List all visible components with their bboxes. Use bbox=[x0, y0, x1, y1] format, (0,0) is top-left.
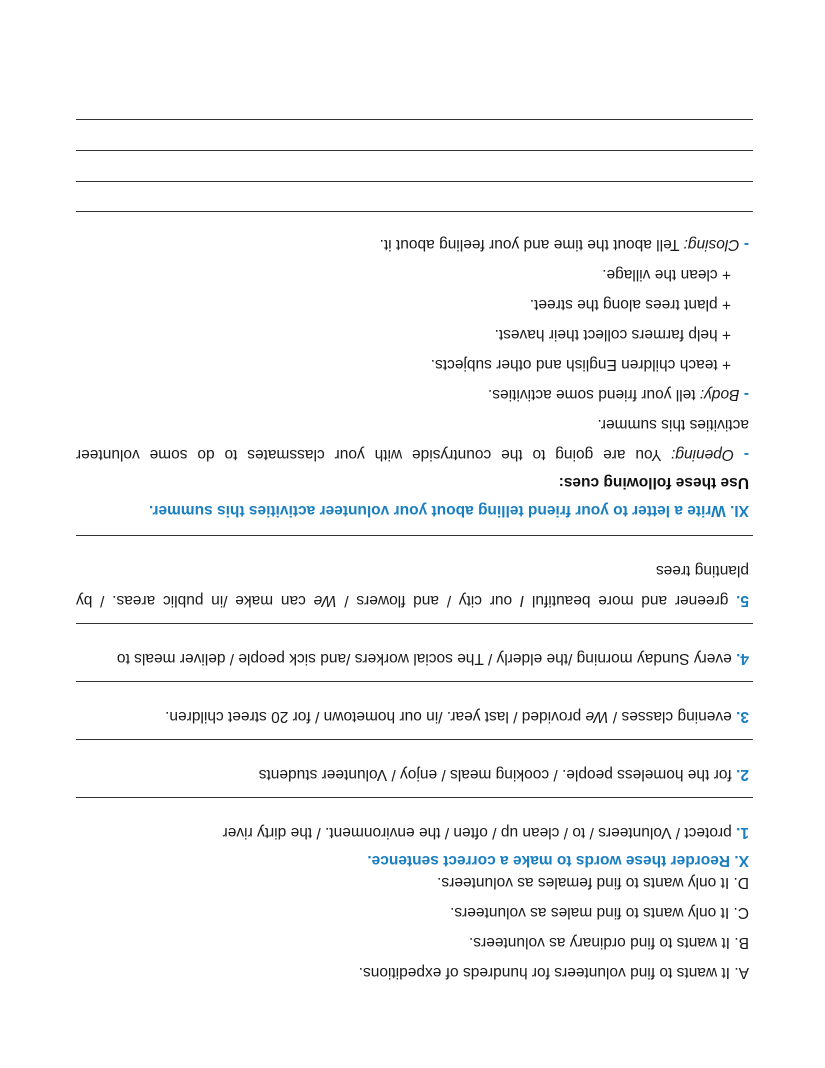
item-text-part: evening classes / bbox=[608, 708, 732, 725]
cue-closing-label: Closing: bbox=[683, 236, 740, 253]
item-text-part: provided / last year. /in our hometown / for 20 street children. bbox=[165, 708, 586, 725]
answer-line-5[interactable] bbox=[76, 535, 753, 536]
item-text-part: our city / and flowers / bbox=[336, 592, 520, 609]
answer-line-4[interactable] bbox=[76, 623, 753, 624]
writing-line-3[interactable] bbox=[76, 150, 753, 151]
reorder-item-5-continued: planting trees bbox=[655, 562, 749, 579]
item-text-part: greener and more beautiful bbox=[524, 592, 729, 609]
dash-bullet: - bbox=[743, 236, 749, 253]
item-text: for the homeless people. / cooking meals / enjoy / Volunteer students bbox=[258, 766, 732, 783]
item-text: protect / Volunteers / to / clean up / often / the environment. / the dirty river bbox=[222, 824, 732, 841]
item-text: every Sunday morning /the elderly / The social workers /and sick people / deliver meals to bbox=[116, 650, 732, 667]
answer-line-2[interactable] bbox=[76, 739, 753, 740]
body-item-1: + teach children English and other subjects. bbox=[430, 356, 731, 373]
section-x-heading: X. Reorder these words to make a correct sentence. bbox=[367, 852, 749, 869]
item-number: 3. bbox=[736, 708, 749, 725]
answer-line-1[interactable] bbox=[76, 797, 753, 798]
option-b: B. It wants to find ordinary as volunteers. bbox=[469, 934, 749, 951]
item-number: 2. bbox=[736, 766, 749, 783]
dash-bullet: - bbox=[743, 386, 749, 403]
reorder-item-2 bbox=[259, 764, 749, 784]
option-d: D. It only wants to find females as volunteers. bbox=[437, 874, 749, 891]
item-text-italic: I bbox=[519, 592, 525, 609]
reorder-item-1 bbox=[223, 822, 749, 842]
writing-line-2[interactable] bbox=[76, 181, 753, 182]
cue-body bbox=[488, 384, 749, 404]
option-c: C. It only wants to find males as volunteers. bbox=[450, 904, 749, 921]
reorder-item-3 bbox=[165, 706, 749, 726]
section-xi-heading: XI. Write a letter to your friend telling about your volunteer activities this summer. bbox=[148, 502, 749, 519]
answer-line-3[interactable] bbox=[76, 681, 753, 682]
cue-closing bbox=[380, 234, 749, 254]
body-item-2: + help farmers collect their havest. bbox=[494, 326, 731, 343]
body-item-3: + plant trees along the street. bbox=[529, 296, 731, 313]
cue-opening bbox=[76, 444, 749, 464]
cue-opening-continued: activities this summer. bbox=[597, 416, 749, 433]
cue-opening-label: Opening: bbox=[671, 446, 734, 463]
body-item-4: + clean the village. bbox=[602, 266, 731, 283]
item-number: 1. bbox=[736, 824, 749, 841]
reorder-item-5 bbox=[76, 590, 749, 610]
writing-line-1[interactable] bbox=[76, 211, 753, 212]
writing-line-4[interactable] bbox=[76, 119, 753, 120]
item-text-part: can make /in public areas. / by bbox=[76, 592, 314, 609]
item-number: 4. bbox=[736, 650, 749, 667]
cues-label: Use these following cues: bbox=[558, 474, 749, 491]
cue-body-label: Body: bbox=[699, 386, 740, 403]
option-a: A. It wants to find volunteers for hundreds of expeditions. bbox=[358, 964, 749, 981]
cue-opening-text: You are going to the countryside with your classmates to do some volunteer bbox=[75, 446, 672, 463]
reorder-item-4 bbox=[117, 648, 749, 668]
cue-closing-text: Tell about the time and your feeling about it. bbox=[379, 236, 684, 253]
item-text-italic: We bbox=[313, 592, 337, 609]
item-number: 5. bbox=[736, 592, 749, 609]
item-text-italic: We bbox=[585, 708, 609, 725]
cue-body-text: tell your friend some activities. bbox=[487, 386, 700, 403]
dash-bullet: - bbox=[743, 446, 749, 463]
